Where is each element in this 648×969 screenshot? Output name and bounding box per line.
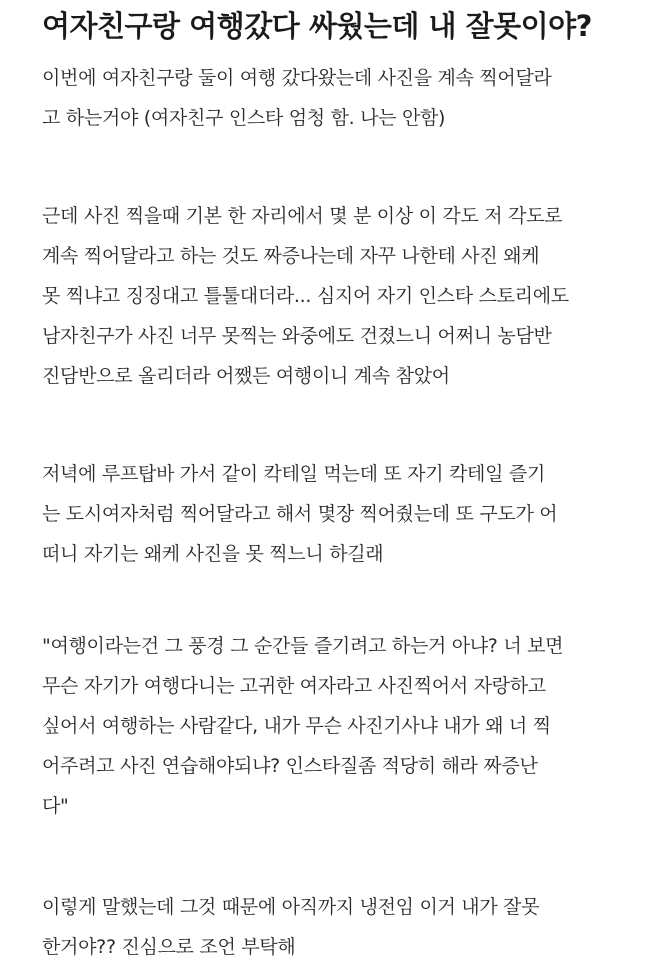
text-line: 떠니 자기는 왜케 사진을 못 찍느니 하길래 bbox=[42, 543, 384, 565]
text-line: 한거야?? 진심으로 조언 부탁해 bbox=[42, 936, 296, 958]
text-line: 못 찍냐고 징징대고 틀툴대더라... 심지어 자기 인스타 스토리에도 bbox=[42, 285, 569, 307]
text-line: 이번에 여자친구랑 둘이 여행 갔다왔는데 사진을 계속 찍어달라 bbox=[42, 67, 552, 89]
text-line: "여행이라는건 그 풍경 그 순간들 즐기려고 하는거 아냐? 너 보면 bbox=[42, 635, 564, 657]
text-line: 싶어서 여행하는 사람같다, 내가 무슨 사진기사냐 내가 왜 너 찍 bbox=[42, 715, 551, 737]
paragraph-4-quote bbox=[42, 626, 642, 826]
text-line: 어주려고 사진 연습해야되냐? 인스타질좀 적당히 해라 짜증난 bbox=[42, 755, 538, 777]
paragraph-2 bbox=[42, 196, 642, 396]
text-line: 근데 사진 찍을때 기본 한 자리에서 몇 분 이상 이 각도 저 각도로 bbox=[42, 205, 563, 227]
text-line: 는 도시여자처럼 찍어달라고 해서 몇장 찍어줬는데 또 구도가 어 bbox=[42, 503, 558, 525]
paragraph-5 bbox=[42, 887, 642, 967]
text-line: 저녁에 루프탑바 가서 같이 칵테일 먹는데 또 자기 칵테일 즐기 bbox=[42, 463, 546, 485]
text-line: 남자친구가 사진 너무 못찍는 와중에도 건졌느니 어쩌니 농담반 bbox=[42, 325, 552, 347]
paragraph-3 bbox=[42, 454, 642, 574]
post-title: 여자친구랑 여행갔다 싸웠는데 내 잘못이야? bbox=[42, 9, 592, 43]
text-line: 진담반으로 올리더라 어쨌든 여행이니 계속 참았어 bbox=[42, 365, 450, 387]
text-line: 고 하는거야 (여자친구 인스타 엄청 함. 나는 안함) bbox=[42, 107, 446, 129]
text-line: 이렇게 말했는데 그것 때문에 아직까지 냉전임 이거 내가 잘못 bbox=[42, 896, 540, 918]
text-line: 계속 찍어달라고 하는 것도 짜증나는데 자꾸 나한테 사진 왜케 bbox=[42, 245, 540, 267]
text-line: 다" bbox=[42, 795, 69, 817]
text-line: 무슨 자기가 여행다니는 고귀한 여자라고 사진찍어서 자랑하고 bbox=[42, 675, 546, 697]
paragraph-1 bbox=[42, 58, 642, 138]
